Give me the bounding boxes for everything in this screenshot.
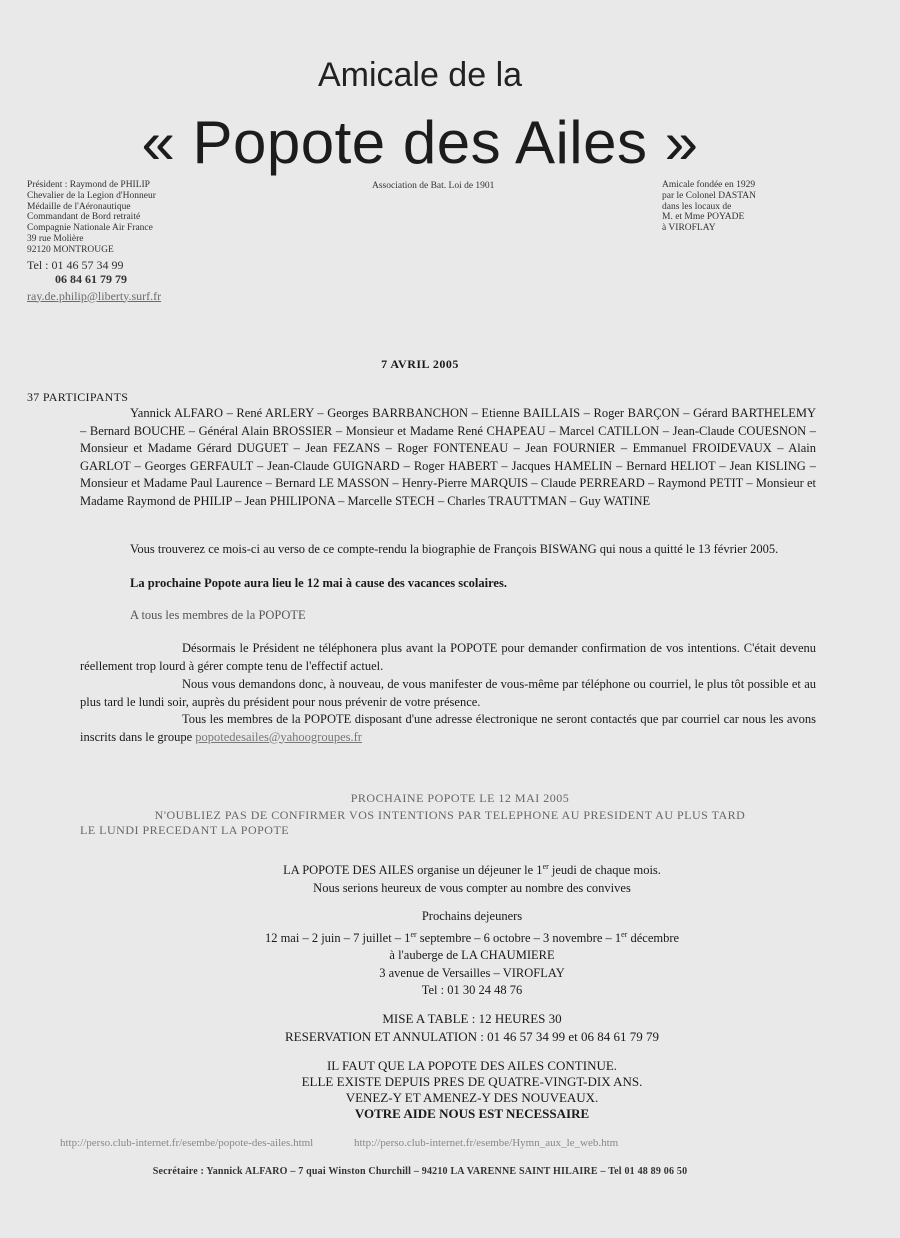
venue-address: 3 avenue de Versailles – VIROFLAY [379,965,565,980]
founding-line: M. et Mme POYADE [662,212,745,223]
president-mobile: 06 84 61 79 79 [55,271,127,286]
closing-line: VENEZ-Y ET AMENEZ-Y DES NOUVEAUX. [345,1090,599,1105]
venue-tel: Tel : 01 30 24 48 76 [421,983,523,998]
president-line: Commandant de Bord retraité [27,212,141,223]
meeting-date: 7 AVRIL 2005 [381,357,459,371]
organise-line: LA POPOTE DES AILES organise un déjeuner le 1er jeudi de chaque mois. [283,862,661,878]
hymn-link[interactable]: http://perso.club-internet.fr/esembe/Hymn_aux_le_web.htm [353,1137,619,1149]
tous-les-paragraph [80,711,816,746]
desormais-paragraph: Désormais le Président ne téléphonera plus avant la POPOTE pour demander confirmation de vos intentions. C'était devenu réellement trop lourd à gérer compte tenu de l'effectif actuel. [80,641,816,673]
president-line: 92120 MONTROUGE [27,244,114,255]
next-popote-paragraph: La prochaine Popote aura lieu le 12 mai à cause des vacances scolaires. [130,576,507,590]
president-tel: Tel : 01 46 57 34 99 [27,257,124,272]
reservation-line: RESERVATION ET ANNULATION : 01 46 57 34 99 et 06 84 61 79 79 [284,1029,660,1044]
website-link[interactable]: http://perso.club-internet.fr/esembe/popote-des-ailes.html [60,1137,314,1149]
group-link[interactable]: popotedesailes@yahoogroupes.fr [195,729,362,744]
footer-urls [60,1137,840,1149]
tous-les-text: Tous les membres de la POPOTE disposant d'une adresse électronique ne seront contactés que par courriel car nous les avons inscrits dans le groupe [80,712,816,744]
lunch-dates: 12 mai – 2 juin – 7 juillet – 1er septembre – 6 octobre – 3 novembre – 1er décembre [264,929,680,945]
participants-title: 37 PARTICIPANTS [27,390,129,404]
president-line: Président : Raymond de PHILIP [27,180,150,190]
president-email[interactable]: ray.de.philip@liberty.surf.fr [27,288,162,303]
nous-vous-paragraph: Nous vous demandons donc, à nouveau, de vous manifester de vous-même par téléphone ou courriel, le plus tôt possible et au plus tard le lundi soir, auprès du président pour nous prévenir de votre présence. [80,677,816,709]
monday-notice: LE LUNDI PRECEDANT LA POPOTE [80,823,290,837]
founding-line: par le Colonel DASTAN [662,190,756,201]
title-line-2: « Popote des Ailes » [141,109,699,176]
president-line: 39 rue Molière [27,233,84,244]
upcoming-lunches [0,908,900,1000]
title-line-1: Amicale de la [317,56,523,94]
closing-message [0,1058,900,1122]
founding-line: à VIROFLAY [662,223,716,234]
prochains-title: Prochains dejeuners [421,909,523,923]
association-status: Association de Bat. Loi de 1901 [372,181,495,191]
closing-line: VOTRE AIDE NOUS EST NECESSAIRE [354,1106,590,1121]
closing-line: ELLE EXISTE DEPUIS PRES DE QUATRE-VINGT-DIX ANS. [301,1074,643,1089]
compter-line: Nous serions heureux de vous compter au nombre des convives [313,880,631,895]
timing-info [0,1010,900,1046]
to-all-members: A tous les membres de la POPOTE [130,608,306,622]
president-info [27,180,287,304]
participants-list: Yannick ALFARO – René ARLERY – Georges BARRBANCHON – Etienne BAILLAIS – Roger BARÇON – Gérard BARTHELEMY – Bernard BOUCHE – Général Alain BROSSIER – Monsieur et Madame René CHAPEAU – Marcel CATILLON – Jean-Claude COUESNON – Monsieur et Madame Gérard DUGUET – Jean FEZANS – Roger FONTENEAU – Jean FOURNIER – Emmanuel FROIDEVAUX – Alain GARLOT – Georges GERFAULT – Jean-Claude GUIGNARD – Roger HABERT – Jacques HAMELIN – Bernard HELIOT – Jean KISLING – Monsieur et Madame Paul Laurence – Bernard LE MASSON – Henry-Pierre MARQUIS – Claude PERREARD – Raymond PETIT – Monsieur et Madame Raymond de PHILIP – Jean PHILIPONA – Marcelle STECH – Charles TRAUTTMAN – Guy WATINE [80,406,816,508]
next-popote-notice: PROCHAINE POPOTE LE 12 MAI 2005 [350,791,570,805]
biography-paragraph: Vous trouverez ce mois-ci au verso de ce compte-rendu la biographie de François BISWANG qui nous a quitté le 13 février 2005. [130,542,779,556]
president-line: Chevalier de la Legion d'Honneur [27,190,156,201]
venue-name: à l'auberge de LA CHAUMIERE [389,948,555,963]
founding-info [662,180,756,234]
secretary-footer: Secrétaire : Yannick ALFARO – 7 quai Winston Churchill – 94210 LA VARENNE SAINT HILAIRE – Tel 01 48 89 06 50 [152,1166,688,1177]
lunch-info [0,858,900,897]
president-line: Médaille de l'Aéronautique [27,201,131,212]
mise-a-table: MISE A TABLE : 12 HEURES 30 [382,1011,562,1026]
founding-line: Amicale fondée en 1929 [662,180,756,190]
confirm-notice: N'OUBLIEZ PAS DE CONFIRMER VOS INTENTIONS PAR TELEPHONE AU PRESIDENT AU PLUS TARD [154,808,746,822]
president-line: Compagnie Nationale Air France [27,223,153,234]
founding-line: dans les locaux de [662,201,732,212]
closing-line: IL FAUT QUE LA POPOTE DES AILES CONTINUE. [326,1058,618,1073]
